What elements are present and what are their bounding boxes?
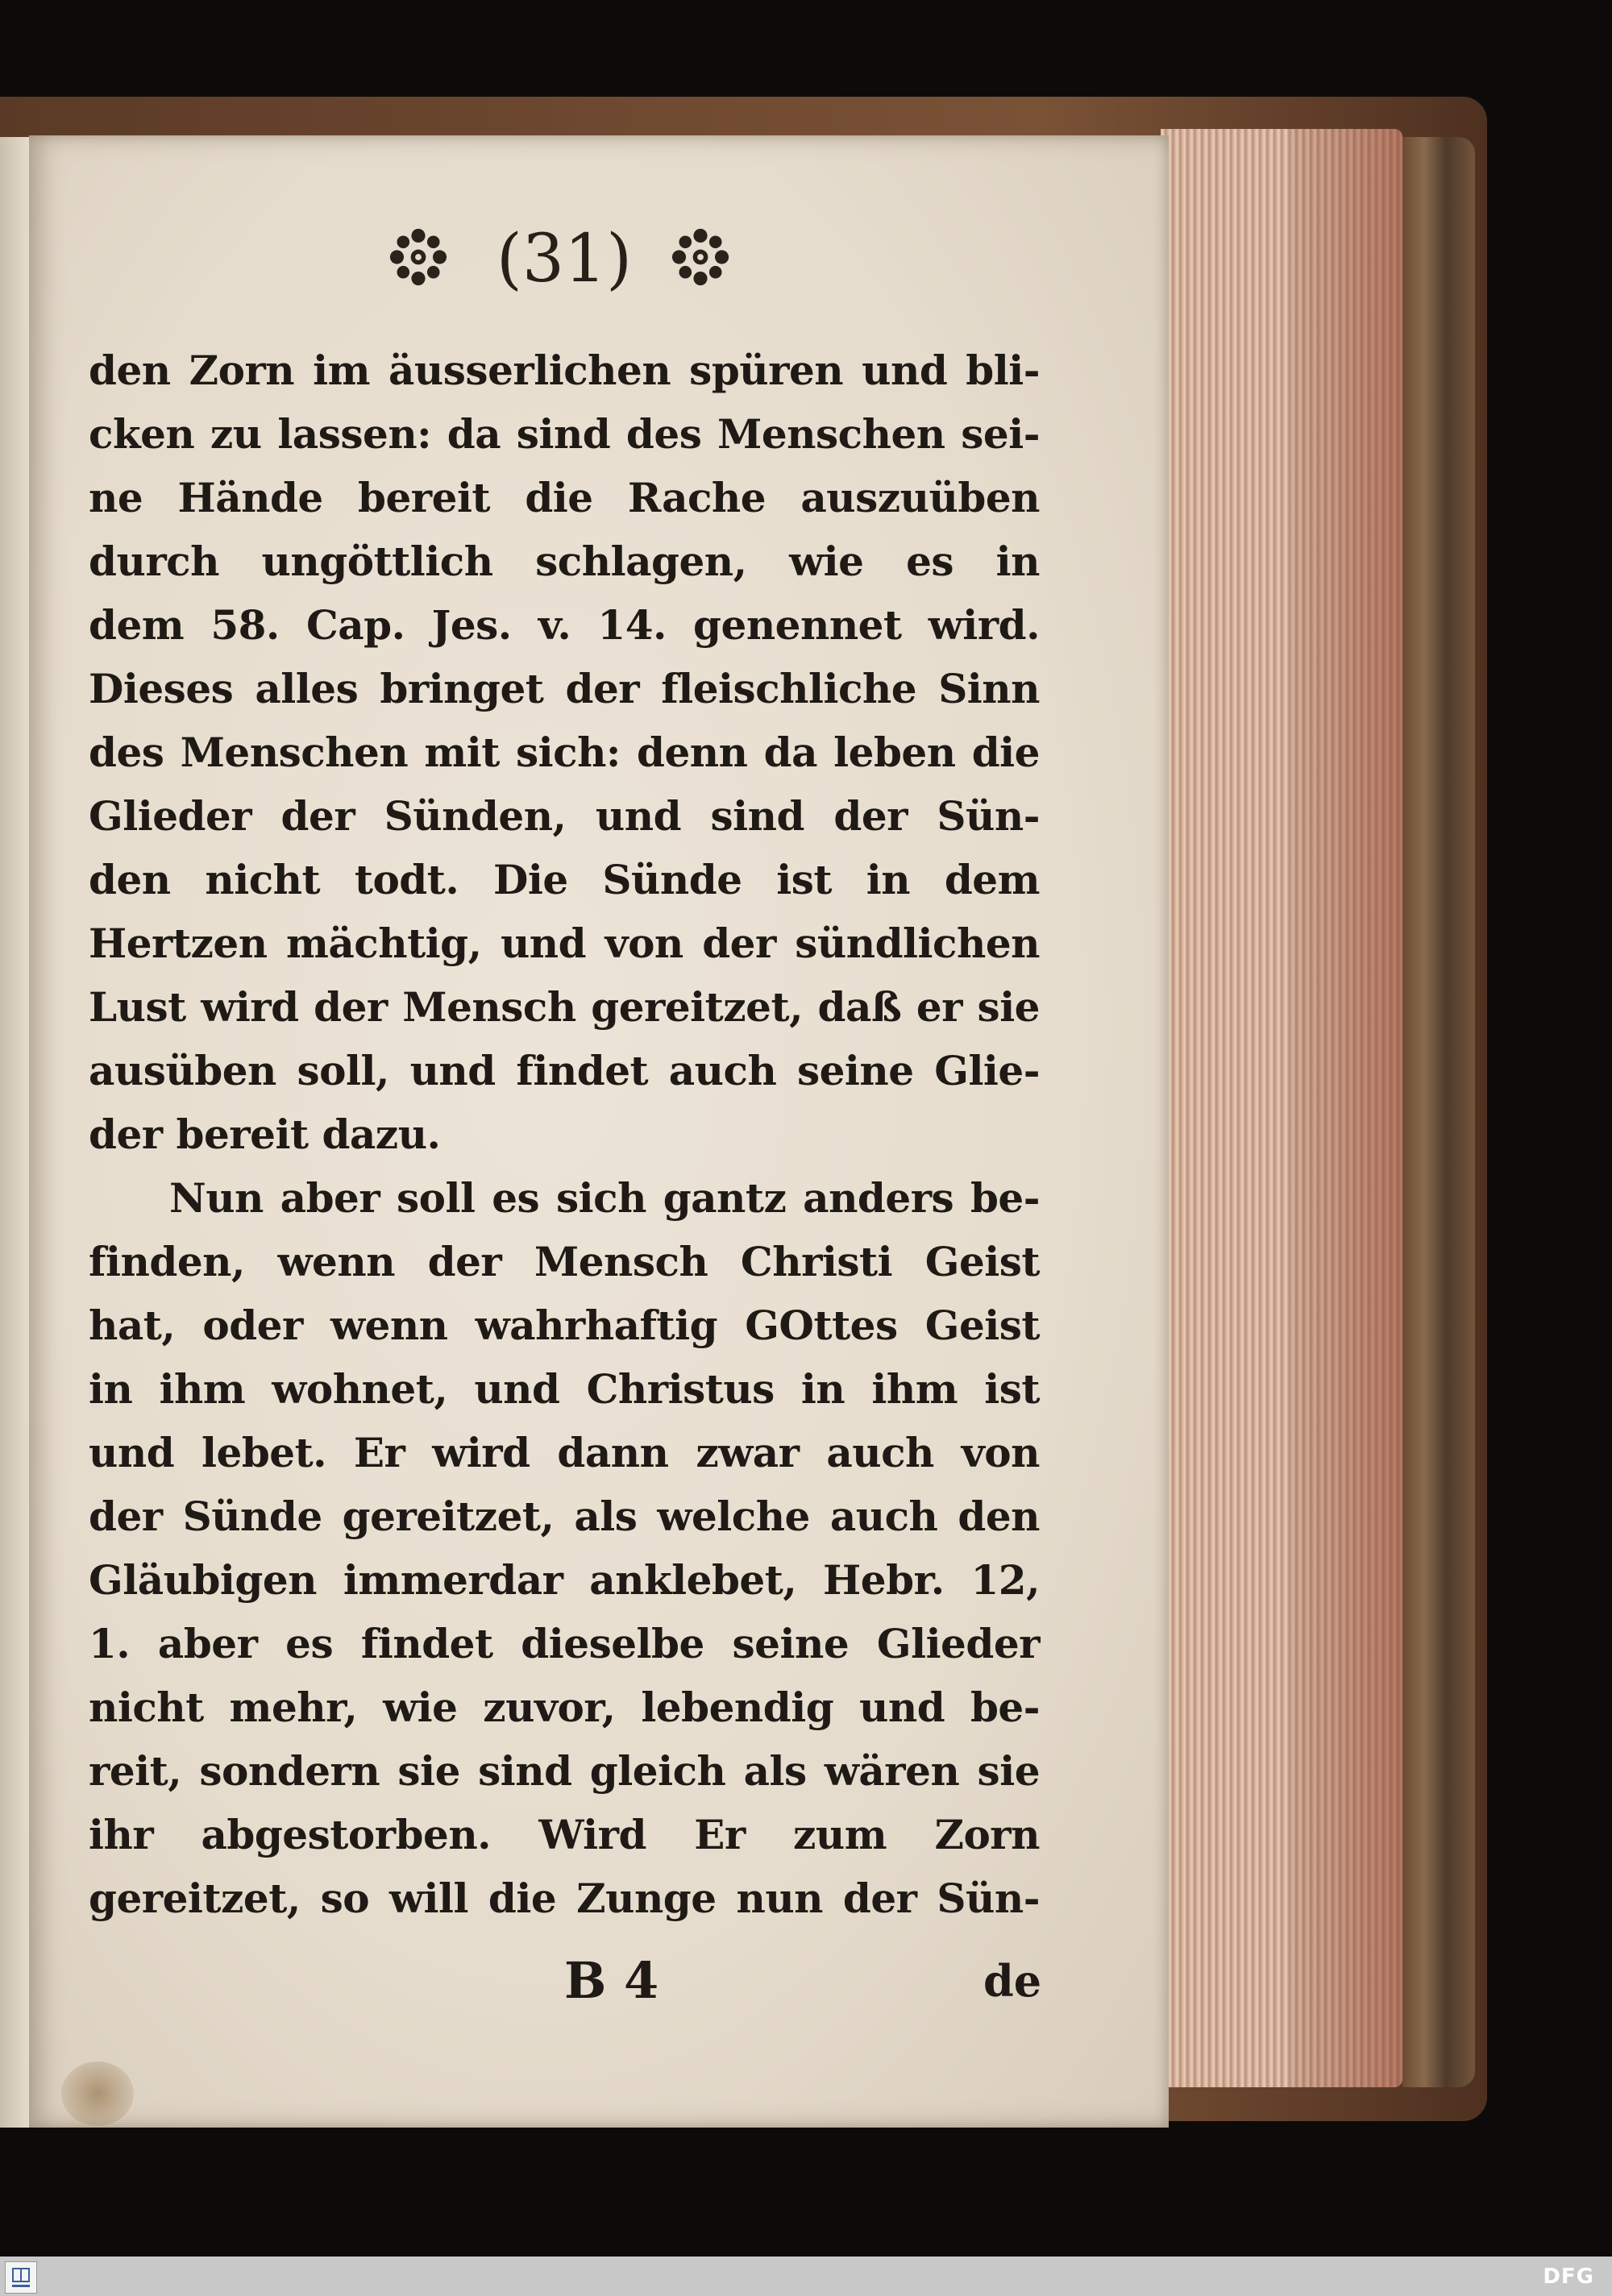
text-line: ne Hände bereit die Rache auszuüben (89, 474, 1040, 521)
paper-stain (61, 2061, 134, 2126)
text-line: Dieses alles bringet der fleischliche Sinn (89, 665, 1040, 712)
text-line: finden, wenn der Mensch Christi Geist (89, 1238, 1040, 1285)
text-line: nicht mehr, wie zuvor, lebendig und be- (89, 1684, 1040, 1731)
signature-mark: B 4 (564, 1951, 659, 2010)
text-line: der Sünde gereitzet, als welche auch den (89, 1493, 1040, 1540)
text-line: Hertzen mächtig, und von der sündlichen (89, 920, 1040, 967)
facing-page-edge (0, 137, 29, 2128)
text-line: ausüben soll, und findet auch seine Glie- (89, 1047, 1040, 1094)
text-line: ihr abgestorben. Wird Er zum Zorn (89, 1811, 1040, 1858)
library-logo-icon (5, 2261, 37, 2294)
page-header (355, 211, 774, 308)
text-line: hat, oder wenn wahrhaftig GOttes Geist (89, 1302, 1040, 1349)
rosette-icon (387, 226, 450, 289)
text-line: Gläubigen immerdar anklebet, Hebr. 12, (89, 1556, 1040, 1604)
text-line: Lust wird der Mensch gereitzet, daß er sie (89, 983, 1040, 1031)
page-body-text (89, 338, 1040, 1930)
page-number: (31) (496, 221, 633, 297)
text-line: und lebet. Er wird dann zwar auch von (89, 1429, 1040, 1476)
text-line: in ihm wohnet, und Christus in ihm ist (89, 1365, 1040, 1413)
page-stack-shading (1290, 129, 1402, 2087)
catchword: de (983, 1955, 1042, 2007)
text-line: 1. aber es findet dieselbe seine Glieder (89, 1620, 1040, 1667)
text-line: gereitzet, so will die Zunge nun der Sün- (89, 1875, 1040, 1922)
text-line: des Menschen mit sich: denn da leben die (89, 729, 1040, 776)
text-line: cken zu lassen: da sind des Menschen sei- (89, 410, 1040, 458)
text-line: durch ungöttlich schlagen, wie es in (89, 538, 1040, 585)
text-line: Glieder der Sünden, und sind der Sün- (89, 792, 1040, 840)
text-line: reit, sondern sie sind gleich als wären sie (89, 1747, 1040, 1795)
rosette-icon (669, 226, 732, 289)
viewer-bottom-bar (0, 2257, 1612, 2296)
cover-edge (1402, 137, 1475, 2087)
text-line-paragraph-start: Nun aber soll es sich gantz anders be- (169, 1174, 1040, 1222)
text-line-paragraph-end: der bereit dazu. (89, 1111, 441, 1158)
text-line: den nicht todt. Die Sünde ist in dem (89, 856, 1040, 903)
dfg-logo: DFG (1543, 2265, 1594, 2289)
text-line: dem 58. Cap. Jes. v. 14. genennet wird. (89, 601, 1040, 649)
text-line: den Zorn im äusserlichen spüren und bli- (89, 347, 1040, 394)
